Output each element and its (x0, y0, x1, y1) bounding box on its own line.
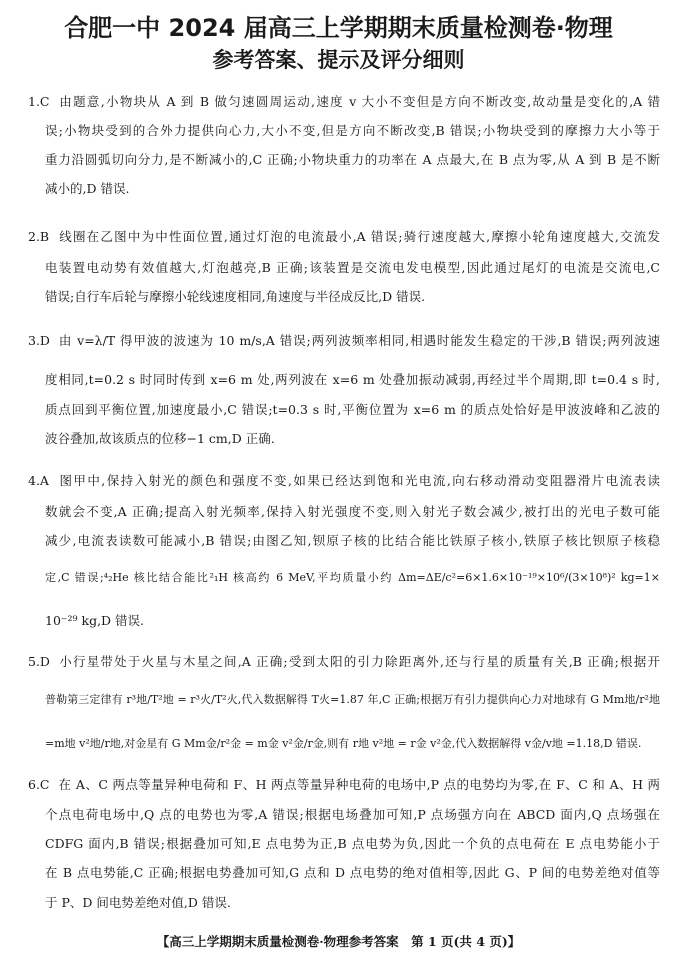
answer-number: 2.B (28, 229, 50, 244)
answer-number: 1.C (28, 94, 50, 109)
answer-text: 由题意,小物块从 A 到 B 做匀速圆周运动,速度 v 大小不变但是方向不断改变,故动量是变化的,A 错 (58, 94, 660, 109)
answer-5-line (28, 653, 660, 671)
answer-6-line: 于 P、D 间电势差绝对值,D 错误. (45, 895, 231, 910)
answer-6-line (28, 776, 660, 794)
answer-5-line: =m地 v²地/r地,对金星有 G Mm金/r²金 = m金 v²金/r金,则有 r地 v²地 = r金 v²金,代入数据解得 v金/v地 =1.18,D 错误. (45, 737, 642, 750)
answer-3-line (28, 332, 660, 350)
answer-4-line: 减少,电流表读数可能减小,B 错误;由图乙知,钡原子核的比结合能比铁原子核小,铁原子核比钡原子核稳 (45, 533, 660, 548)
answer-6-line: 在 B 点电势能,C 正确;根据电势叠加可知,G 点和 D 点电势的绝对值相等,因此 G、P 间的电势差绝对值等 (45, 865, 660, 880)
answer-1-line (28, 93, 660, 111)
answer-text: 由 v=λ/T 得甲波的波速为 10 m/s,A 错误;两列波频率相同,相遇时能发生稳定的干涉,B 错误;两列波速 (58, 333, 660, 348)
answer-5-line: 普勒第三定律有 r³地/T²地 = r³火/T²火,代入数据解得 T火=1.87 年,C 正确;根据万有引力提供向心力对地球有 G Mm地/r²地 (45, 693, 660, 706)
answer-4-line: 定,C 错误;⁴₂He 核比结合能比²₁H 核高约 6 MeV,平均质量小约 Δm=ΔE/c²=6×1.6×10⁻¹⁹×10⁶/(3×10⁸)² kg=1× (45, 571, 660, 584)
answer-text: 小行星带处于火星与木星之间,A 正确;受到太阳的引力除距离外,还与行星的质量有关,B 正确;根据开 (58, 654, 660, 669)
answer-4-line: 10⁻²⁹ kg,D 错误. (45, 613, 145, 628)
answer-3-line: 质点回到平衡位置,加速度最小,C 错误;t=0.3 s 时,平衡位置为 x=6 m 的质点处恰好是甲波波峰和乙波的 (45, 402, 660, 417)
answer-4-line: 数就会不变,A 正确;提高入射光频率,保持入射光强度不变,则入射光子数会减少,被打出的光电子数可能 (45, 504, 660, 519)
answer-text: 在 A、C 两点等量异种电荷和 F、H 两点等量异种电荷的电场中,P 点的电势均为零,在 F、C 和 A、H 两 (58, 777, 660, 792)
answer-4-line (28, 472, 660, 490)
page-footer: 【高三上学期期末质量检测卷·物理参考答案 第 1 页(共 4 页)】 (156, 934, 521, 949)
answer-number: 6.C (28, 777, 50, 792)
answer-1-line: 重力沿圆弧切向分力,是不断减小的,C 正确;小物块重力的功率在 A 点最大,在 B 点为零,从 A 到 B 是不断 (45, 152, 660, 167)
answer-2-line (28, 228, 660, 246)
answer-1-line: 减小的,D 错误. (45, 181, 130, 196)
document-subtitle: 参考答案、提示及评分细则 (212, 48, 465, 72)
answer-6-line: 个点电荷电场中,Q 点的电势也为零,A 错误;根据电场叠加可知,P 点场强方向在 ABCD 面内,Q 点场强在 (45, 807, 660, 822)
answer-number: 3.D (28, 333, 50, 348)
answer-2-line: 错误;自行车后轮与摩擦小轮线速度相同,角速度与半径成反比,D 错误. (45, 289, 426, 304)
answer-number: 4.A (28, 473, 49, 488)
document-title: 合肥一中 2024 届高三上学期期末质量检测卷·物理 (64, 14, 613, 42)
answer-3-line: 波谷叠加,故该质点的位移−1 cm,D 正确. (45, 431, 275, 446)
answer-text: 图甲中,保持入射光的颜色和强度不变,如果已经达到饱和光电流,向右移动滑动变阻器滑片电流表读 (58, 473, 660, 488)
answer-3-line: 度相同,t=0.2 s 时同时传到 x=6 m 处,两列波在 x=6 m 处叠加振动减弱,再经过半个周期,即 t=0.4 s 时, (45, 372, 660, 387)
answer-2-line: 电装置电动势有效值越大,灯泡越亮,B 正确;该装置是交流电发电模型,因此通过尾灯的电流是交流电,C (45, 260, 660, 275)
answer-1-line: 误;小物块受到的合外力提供向心力,大小不变,但是方向不断改变,B 错误;小物块受到的摩擦力大小等于 (45, 123, 660, 138)
answer-text: 线圈在乙图中为中性面位置,通过灯泡的电流最小,A 错误;骑行速度越大,摩擦小轮角速度越大,交流发 (58, 229, 660, 244)
answer-6-line: CDFG 面内,B 错误;根据叠加可知,E 点电势为正,B 点电势为负,因此一个负的点电荷在 E 点电势能小于 (45, 836, 660, 851)
answer-number: 5.D (28, 654, 50, 669)
